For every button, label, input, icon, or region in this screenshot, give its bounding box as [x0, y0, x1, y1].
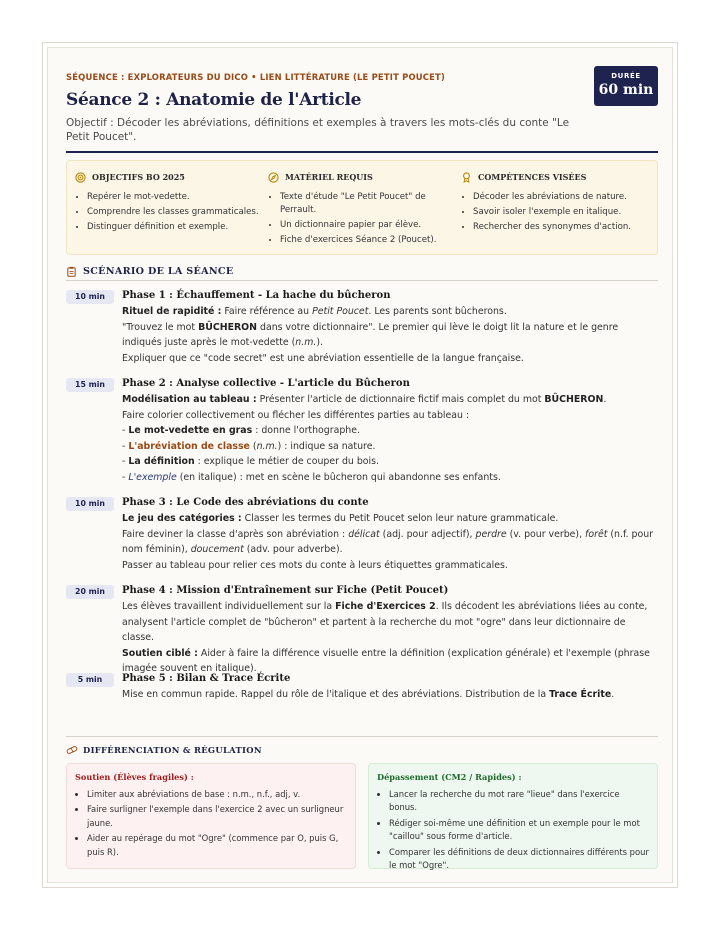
phase-line: Soutien ciblé : Aider à faire la différence visuelle entre la définition (explication générale) et l'exemple (phrase imagée souvent en italique). — [122, 647, 650, 675]
list-item: • Rechercher des synonymes d'action. — [473, 221, 651, 234]
phase-line: - L'exemple (en italique) : met en scène le bûcheron qui abandonne ses enfants. — [122, 471, 501, 483]
soutien-card — [66, 763, 356, 869]
phase-line: Passer au tableau pour relier ces mots du conte à leurs étiquettes grammaticales. — [122, 559, 508, 571]
depassement-card — [368, 763, 658, 869]
info-box — [66, 160, 658, 255]
list-item: • Limiter aux abréviations de base : n.m., n.f., adj, v. — [87, 788, 347, 801]
scenario-header — [66, 263, 658, 279]
phase-line: Rituel de rapidité : Faire référence au Petit Poucet. Les parents sont bûcherons. — [122, 306, 507, 317]
lesson-sheet — [47, 47, 673, 883]
phase-body — [122, 376, 658, 486]
differenciation-title: DIFFÉRENCIATION & RÉGULATION — [83, 745, 262, 755]
objective-text: Objectif : Décoder les abréviations, définitions et exemples à travers les mots-clés du conte "Le Petit Poucet". — [66, 117, 570, 143]
competences-title: COMPÉTENCES VISÉES — [478, 172, 587, 182]
materiel-column — [268, 169, 458, 249]
header-divider — [66, 151, 658, 153]
list-item: • Lancer la recherche du mot rare "lieue" dans l'exercice bonus. — [389, 788, 649, 815]
phase-line: Mise en commun rapide. Rappel du rôle de l'italique et des abréviations. Distribution de la Trace Écrite. — [122, 689, 615, 700]
materiel-title: MATÉRIEL REQUIS — [285, 172, 373, 182]
objectifs-column — [75, 169, 265, 237]
differenciation-divider — [66, 736, 658, 737]
clipboard-icon — [66, 266, 77, 277]
pill-icon — [66, 745, 78, 755]
objectifs-header — [75, 169, 265, 185]
phase-title: Phase 1 : Échauffement - La hache du bûcheron — [122, 290, 391, 301]
list-item: • Fiche d'exercices Séance 2 (Poucet). — [280, 234, 458, 247]
list-item: • Repérer le mot-vedette. — [87, 191, 265, 204]
list-item: • Un dictionnaire papier par élève. — [280, 219, 458, 232]
sequence-label: SÉQUENCE : EXPLORATEURS DU DICO • LIEN LITTÉRATURE (LE PETIT POUCET) — [66, 72, 445, 82]
objectifs-list — [75, 191, 265, 234]
phase-title: Phase 4 : Mission d'Entraînement sur Fiche (Petit Poucet) — [122, 585, 449, 596]
materiel-list — [268, 191, 458, 247]
phase-line: Faire deviner la classe d'après son abréviation : délicat (adj. pour adjectif), perdre (v. pour verbe), forêt (n.f. pour nom féminin), doucement (adv. pour adverbe). — [122, 528, 654, 556]
phase-line: Le jeu des catégories : Classer les termes du Petit Poucet selon leur nature grammaticale. — [122, 513, 559, 524]
page-title: Séance 2 : Anatomie de l'Article — [66, 90, 362, 110]
phase-duration: 5 min — [66, 673, 114, 687]
phase-body — [122, 288, 658, 366]
competences-list — [461, 191, 651, 234]
phase-line: "Trouvez le mot BÛCHERON dans votre dictionnaire". Le premier qui lève le doigt lit la nature et le genre indiqués juste après le mot-vedette (n.m.). — [122, 321, 619, 349]
medal-icon — [461, 172, 472, 183]
phase-line: Faire colorier collectivement ou flécher les différentes parties au tableau : — [122, 409, 470, 421]
soutien-title: Soutien (Élèves fragiles) : — [75, 772, 194, 782]
depassement-list — [377, 788, 649, 872]
phase-duration: 15 min — [66, 378, 114, 392]
phase-title: Phase 5 : Bilan & Trace Écrite — [122, 673, 291, 684]
list-item: • Savoir isoler l'exemple en italique. — [473, 206, 651, 219]
phase-line: Modélisation au tableau : Présenter l'article de dictionnaire fictif mais complet du mot BÛCHERON. — [122, 394, 607, 405]
list-item: • Texte d'étude "Le Petit Poucet" de Perrault. — [280, 191, 458, 216]
phase-title: Phase 2 : Analyse collective - L'article du Bûcheron — [122, 378, 410, 389]
phase-duration: 20 min — [66, 585, 114, 599]
duration-label: DURÉE — [611, 72, 641, 80]
soutien-list — [75, 788, 347, 859]
phase-line: Les élèves travaillent individuellement sur la Fiche d'Exercices 2. Ils décodent les abréviations liées au conte, analysent l'article complet de "bûcheron" et partent à la recherche du mot "ogre" dans leur dictionnaire de classe. — [122, 601, 648, 644]
list-item: • Décoder les abréviations de nature. — [473, 191, 651, 204]
duration-badge — [594, 66, 658, 106]
list-item: • Rédiger soi-même une définition et un exemple pour le mot "caillou" sous forme d'article. — [389, 817, 649, 844]
list-item: • Comprendre les classes grammaticales. — [87, 206, 265, 219]
phase-duration: 10 min — [66, 290, 114, 304]
objectifs-title: OBJECTIFS BO 2025 — [92, 172, 185, 182]
target-icon — [75, 172, 86, 183]
scenario-title: SCÉNARIO DE LA SÉANCE — [83, 265, 234, 277]
competences-column — [461, 169, 651, 237]
phase-line: Expliquer que ce "code secret" est une abréviation essentielle de la langue française. — [122, 352, 524, 364]
duration-value: 60 min — [598, 82, 654, 98]
phase-duration: 10 min — [66, 497, 114, 511]
list-item: • Comparer les définitions de deux dictionnaires différents pour le mot "Ogre". — [389, 846, 649, 873]
compass-icon — [268, 172, 279, 183]
phase-body — [122, 583, 658, 677]
list-item: • Distinguer définition et exemple. — [87, 221, 265, 234]
phase-line: - L'abréviation de classe (n.m.) : indique sa nature. — [122, 440, 376, 452]
phase-body — [122, 671, 658, 703]
competences-header — [461, 169, 651, 185]
materiel-header — [268, 169, 458, 185]
list-item: • Faire surligner l'exemple dans l'exercice 2 avec un surligneur jaune. — [87, 803, 347, 830]
phase-line: - Le mot-vedette en gras : donne l'orthographe. — [122, 425, 360, 437]
page-frame — [42, 42, 678, 888]
differenciation-header — [66, 743, 262, 757]
list-item: • Aider au repérage du mot "Ogre" (commence par O, puis G, puis R). — [87, 832, 347, 859]
phase-body — [122, 495, 658, 573]
phase-line: - La définition : explique le métier de couper du bois. — [122, 456, 379, 468]
phase-title: Phase 3 : Le Code des abréviations du conte — [122, 497, 369, 508]
depassement-title: Dépassement (CM2 / Rapides) : — [377, 772, 522, 782]
scenario-divider — [66, 280, 658, 281]
